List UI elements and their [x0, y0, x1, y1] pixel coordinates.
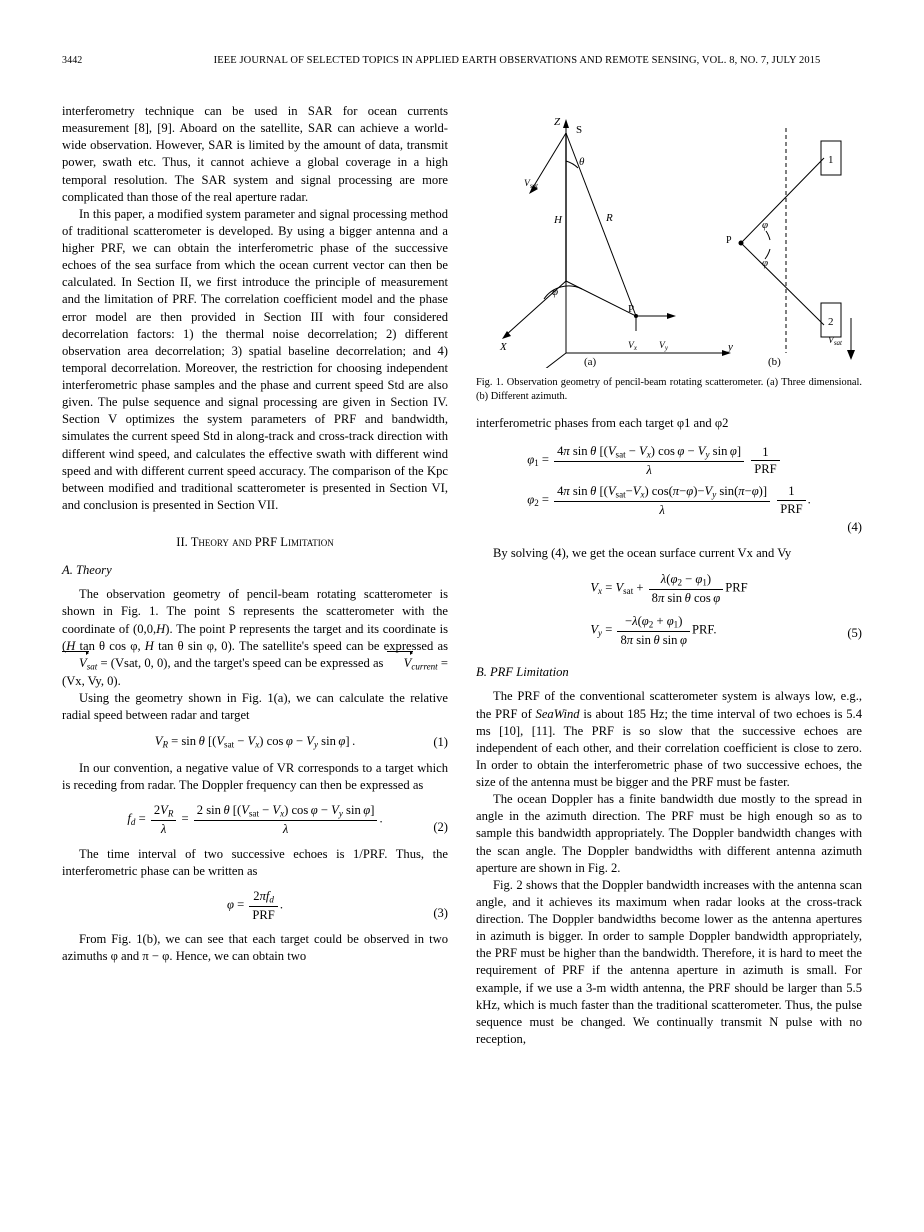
vector-vsat: V: [62, 655, 87, 672]
figure-label-h: H: [554, 214, 562, 226]
figure-label-s: S: [576, 124, 583, 136]
subsection-heading-a: A. Theory: [62, 563, 112, 578]
paragraph-theory-4: The time interval of two successive echoes is 1/PRF. Thus, the interferometric phase can be written as: [62, 846, 448, 878]
figure-label-z: Z: [554, 116, 561, 128]
figure-sublabel-a: (a): [584, 356, 597, 368]
equation-1-number: (1): [433, 734, 448, 749]
figure-label-vy: $V_y$: [659, 341, 668, 352]
page-number: 3442: [62, 55, 83, 66]
figure-1-caption: Fig. 1. Observation geometry of pencil-beam rotating scatterometer. (a) Three dimensional. (b) Different azimuth.: [476, 377, 862, 402]
figure-1: [476, 103, 862, 403]
paragraph-theory-5: From Fig. 1(b), we can see that each target could be observed in two azimuths φ and π − φ. Hence, we can obtain two: [62, 932, 448, 964]
figure-label-vsat-b: $V_{sat}$: [828, 336, 842, 347]
paragraph-intro-2: In this paper, a modified system parameter and signal processing method of traditional scatterometer is developed. By using a bigger antenna and a higher PRF, we can obtain the interferometric phase of the successive echoes of the sea surface from which the ocean current vector can then be calculated. In Section II, we first introduce the principle of measurement and the limitation of PRF. The correlation coefficient model and the phase error model are then provided in Section III with four considered decorrelation factors: 1) the thermal noise decorrelation; 2) different observation area decorrelation; 3) spatial baseline decorrelation; and 4) temporal decorrelation. Moreover, the restriction for choosing independent interferometric phase samples and the phase and current speed Std are also given. The pulse sequence and signal processing are given in Section IV. Section V optimizes the system parameters of PRF and bandwidth, simulates the current speed Std in along-track and cross-track direction with different wind speed, and calculates the effective swath with different wind speed and with different current speed accuracy. The comparison of the Kpc between modified and traditional scatterometer is presented in Section VI, and conclusion is presented in Section VII.: [62, 206, 448, 512]
var-H-1: H: [156, 621, 166, 636]
figure-label-phi-top: φ: [762, 219, 769, 231]
figure-1-graphic: [476, 103, 862, 368]
figure-label-p-a: P: [628, 303, 635, 315]
equation-2-number: (2): [433, 820, 448, 835]
figure-label-p-b: P: [726, 235, 732, 246]
equation-4: $\varphi_1$ = $\frac{4\pi \sin \theta [(V_{sat} - V_x) \cos \varphi - V_y \sin \varphi]}{\lambda}$ $\frac{1}{\text{PRF}}$ $\varphi_2$ = $\frac{4\pi \sin \theta [(V_{sat}-V_x) \cos(\pi-\varphi)-V_y \sin(\pi-\varphi)]}{\lambda}$ $\frac{1}{\text{PRF}}$ . (4): [527, 444, 862, 535]
equation-5: $V_x = V_{sat}$ + $\frac{\lambda(\varphi_2 - \varphi_1)}{\text{8π sin θ cos φ}}$ PRF $V_y$ = $\frac{-\lambda(\varphi_2 + \varphi_1)}{\text{8π sin θ sin φ}}$ PRF. (5): [590, 572, 862, 647]
equation-4-number: (4): [847, 520, 862, 535]
figure-label-vsat-a: $V_{sat}$: [524, 179, 538, 190]
paragraph-prf-1: The PRF of the conventional scatterometer system is always low, e.g., the PRF of SeaWind is about 185 Hz; the time interval of two echoes is 5.4 ms [10], [11]. The PRF is so slow that the successive echoes are independent of each other, and their correlation coefficient is close to zero. In order to obtain the interferometric phase of two successive echoes, the size of the antenna must be bigger and the PRF must be faster.: [476, 689, 862, 790]
var-H-3: H: [144, 638, 154, 653]
section-heading-2: II. Theory and PRF Limitation: [176, 535, 334, 549]
equation-5-number: (5): [847, 626, 862, 641]
paragraph-theory-1: The observation geometry of pencil-beam rotating scatterometer is shown in Fig. 1. The point S represents the scatterometer with the coordinate of (0,0,H). The point P represents the target and its coordinate is (H tan θ cos φ, H tan θ sin φ, 0). The satellite's speed can be expressed as $V_{sat}$ = (Vsat, 0, 0), and the target's speed can be expressed as $V_{current} = (Vx$, Vy, 0).: [62, 587, 448, 688]
figure-sublabel-b: (b): [768, 356, 781, 368]
figure-label-theta: θ: [579, 156, 585, 168]
figure-label-vx: $V_x$: [628, 341, 637, 352]
seawind-name: SeaWind: [535, 706, 580, 721]
figure-label-phi-axis: φ: [552, 286, 559, 298]
equation-3-number: (3): [433, 906, 448, 921]
right-column: [476, 103, 862, 1048]
figure-label-y: y: [728, 341, 733, 353]
paragraph-right-1: interferometric phases from each target φ1 and φ2: [476, 416, 729, 431]
paragraph-prf-2: The ocean Doppler has a finite bandwidth due mostly to the spread in angle in the azimuth direction. The PRF must be high enough so as to sample this bandwidth appropriately. The Doppler bandwidth changes with the scan angle. The Doppler bandwidths with different antenna azimuth aperture are shown in Fig. 2.: [476, 792, 862, 875]
journal-title: IEEE JOURNAL OF SELECTED TOPICS IN APPLIED EARTH OBSERVATIONS AND REMOTE SENSING, VOL. 8, NO. 7, JULY 2015: [213, 55, 821, 66]
paragraph-theory-3: In our convention, a negative value of VR corresponds to a target which is receding from radar. The Doppler frequency can then be expressed as: [62, 760, 448, 792]
figure-label-target-2: 2: [828, 316, 834, 328]
figure-label-x: X: [500, 341, 507, 353]
figure-label-r: R: [606, 212, 613, 224]
vector-vcurrent: V: [387, 655, 412, 672]
equation-3: φ = $\frac{2\pi f_d}{\text{PRF}}$ . (3): [227, 888, 448, 922]
paragraph-right-2: By solving (4), we get the ocean surface current Vx and Vy: [493, 546, 792, 561]
subsection-heading-b: B. PRF Limitation: [476, 665, 569, 680]
figure-label-phi-bottom: φ: [762, 257, 769, 269]
paragraph-prf-3: Fig. 2 shows that the Doppler bandwidth increases with the antenna scan angle, and it achieves its maximum when radar looks at the cross-track direction. The Doppler bandwidths become lower as the antenna apertures in azimuth is bigger. In order to sample Doppler bandwidth appropriately, the PRF must be higher than the bandwidth. Therefore, it is hard to meet the requirement of PRF if the antenna aperture in azimuth is small. For example, if we use a 3-m width antenna, the PRF should be larger than 5.5 kHz, which is much faster than the traditional scatterometer. Thus, the pulse sequence must be changed. We continually transmit N pulse with no reception,: [476, 877, 862, 1046]
paragraph-intro-1: interferometry technique can be used in SAR for ocean currents measurement [8], [9]. Aboard on the satellite, SAR can achieve a world-wide observation. However, SAR is limited by the amount of data, transmit power, swath etc. Thus, it cannot achieve a global coverage in a high temporal resolution. The SAR system and signal processing are more complicated than those of the real aperture radar.: [62, 104, 448, 204]
figure-label-target-1: 1: [828, 154, 834, 166]
var-H-2: H: [66, 638, 76, 653]
paragraph-theory-2: Using the geometry shown in Fig. 1(a), we can calculate the relative radial speed between radar and target: [62, 690, 448, 722]
equation-2: $f_d$ = $\frac{2V_R}{\lambda}$ = $\frac{2 \sin \theta [(V_{sat} - V_x) \cos \varphi - V_y \sin \varphi]}{\lambda}$ . (2): [127, 803, 448, 837]
left-column: [62, 103, 448, 966]
equation-1: $V_R = \sin \theta$ [$(V_{sat} - V_x)$ $\cos \varphi - V_y$ sin φ] . (1): [154, 734, 448, 750]
